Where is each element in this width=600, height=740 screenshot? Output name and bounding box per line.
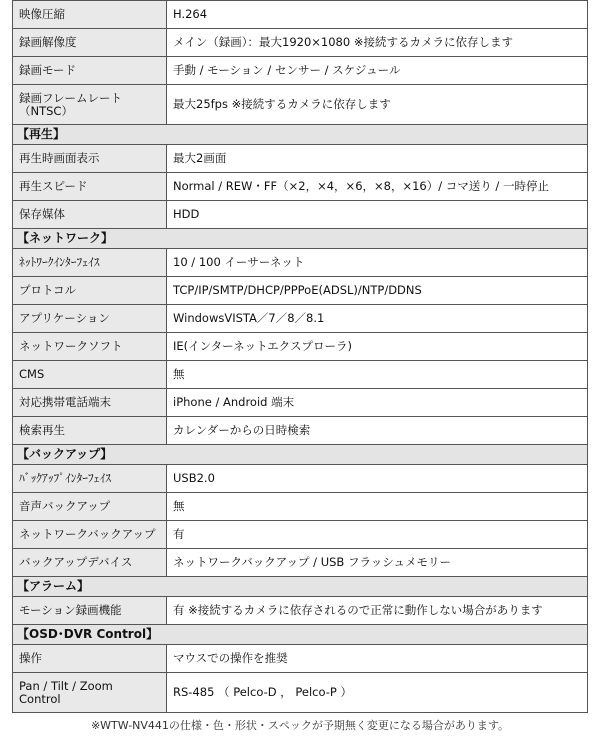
spec-row [13,417,588,445]
spec-row [13,305,588,333]
section-title: 【アラーム】 [13,577,588,597]
spec-value: マウスでの操作を推奨 [167,645,588,673]
spec-label: 再生スピード [13,173,167,201]
section-title: 【バックアップ】 [13,445,588,465]
spec-label: ﾊﾞｯｸｱｯﾌﾟｲﾝﾀｰﾌｪｲｽ [13,465,167,493]
spec-value: 最大25fps ※接続するカメラに依存します [167,85,588,125]
spec-value: 最大2画面 [167,145,588,173]
spec-table-body [13,1,588,713]
spec-row [13,493,588,521]
spec-label: モーション録画機能 [13,597,167,625]
section-header [13,229,588,249]
spec-value: RS-485 （ Pelco-D ， Pelco-P ） [167,673,588,713]
spec-value: WindowsVISTA／7／8／8.1 [167,305,588,333]
spec-row [13,1,588,29]
spec-label: 録画フレームレート （NTSC） [13,85,167,125]
spec-row [13,57,588,85]
spec-row [13,673,588,713]
section-title: 【再生】 [13,125,588,145]
spec-row [13,597,588,625]
spec-label: 再生時画面表示 [13,145,167,173]
spec-row [13,521,588,549]
spec-value: 手動 / モーション / センサー / スケジュール [167,57,588,85]
spec-label: 映像圧縮 [13,1,167,29]
spec-label: Pan / Tilt / Zoom Control [13,673,167,713]
spec-value: 有 [167,521,588,549]
spec-label: ﾈｯﾄﾜｰｸｲﾝﾀｰﾌｪｲｽ [13,249,167,277]
spec-value: メイン（録画）：最大1920×1080 ※接続するカメラに依存します [167,29,588,57]
spec-value: TCP/IP/SMTP/DHCP/PPPoE(ADSL)/NTP/DDNS [167,277,588,305]
section-header [13,125,588,145]
spec-label: 音声バックアップ [13,493,167,521]
spec-value: 無 [167,361,588,389]
section-title: 【ネットワーク】 [13,229,588,249]
spec-row [13,361,588,389]
spec-value: 無 [167,493,588,521]
spec-label: バックアップデバイス [13,549,167,577]
spec-table [12,0,588,713]
footer-note: ※WTW-NV441の仕様・色・形状・スペックが予期無く変更になる場合があります。 [90,719,510,732]
spec-row [13,201,588,229]
spec-label: CMS [13,361,167,389]
section-header [13,445,588,465]
spec-value: ネットワークバックアップ / USB フラッシュメモリー [167,549,588,577]
spec-row [13,465,588,493]
spec-row [13,145,588,173]
spec-value: IE(インターネットエクスプローラ) [167,333,588,361]
spec-value: カレンダーからの日時検索 [167,417,588,445]
spec-label: ネットワークソフト [13,333,167,361]
spec-table-container [12,0,588,713]
spec-label: 対応携帯電話端末 [13,389,167,417]
spec-label: 録画モード [13,57,167,85]
spec-value: iPhone / Android 端末 [167,389,588,417]
spec-row [13,645,588,673]
spec-value: Normal / REW・FF（×2，×4，×6，×8，×16）/ コマ送り / 一時停止 [167,173,588,201]
spec-label: 操作 [13,645,167,673]
spec-value: HDD [167,201,588,229]
spec-row [13,333,588,361]
spec-label: プロトコル [13,277,167,305]
spec-label: ネットワークバックアップ [13,521,167,549]
spec-row [13,277,588,305]
spec-value: 10 / 100 イーサーネット [167,249,588,277]
section-title: 【OSD･DVR Control】 [13,625,588,645]
spec-row [13,29,588,57]
section-header [13,625,588,645]
spec-row [13,549,588,577]
spec-row [13,249,588,277]
spec-label: 保存媒体 [13,201,167,229]
spec-row [13,173,588,201]
spec-label: 録画解像度 [13,29,167,57]
section-header [13,577,588,597]
spec-label: 検索再生 [13,417,167,445]
spec-value: 有 ※接続するカメラに依存されるので正常に動作しない場合があります [167,597,588,625]
spec-row [13,389,588,417]
spec-label: アプリケーション [13,305,167,333]
spec-value: USB2.0 [167,465,588,493]
spec-row [13,85,588,125]
spec-value: H.264 [167,1,588,29]
